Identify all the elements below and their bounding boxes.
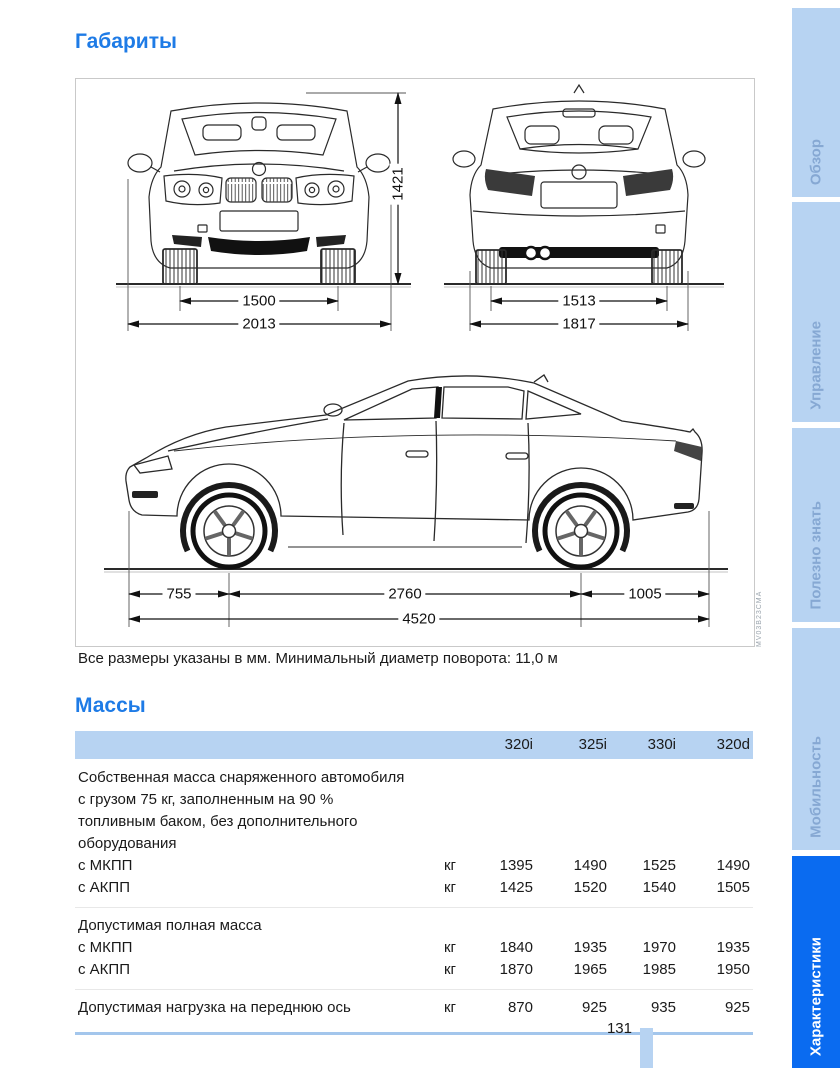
cell-value: 1935 [716, 939, 750, 956]
cell-value: 1540 [642, 879, 676, 896]
row-label: с МКПП [78, 857, 133, 874]
figure-caption: Все размеры указаны в мм. Минимальный диаметр поворота: 11,0 м [78, 650, 558, 667]
table-row [75, 937, 753, 959]
cell-value: 1870 [499, 961, 533, 978]
cell-value: 1520 [573, 879, 607, 896]
cell-value: 925 [724, 999, 750, 1016]
tab-label: Обзор [807, 138, 825, 185]
group-title: Допустимая полная масса [78, 917, 262, 934]
row-unit: кг [443, 939, 456, 956]
dimensions-figure [75, 78, 755, 647]
cell-value: 870 [507, 999, 533, 1016]
row-unit: кг [443, 999, 456, 1016]
cell-value: 1840 [499, 939, 533, 956]
sidebar-tab-controls[interactable] [792, 202, 840, 422]
table-row [75, 767, 753, 855]
cell-value: 1965 [573, 961, 607, 978]
cell-value: 1525 [642, 857, 676, 874]
tab-label: Управление [807, 321, 825, 410]
tab-label: Характеристики [807, 936, 825, 1056]
table-group-gross-weight [75, 907, 753, 989]
dim-front-overhang-label: 755 [162, 586, 195, 603]
cell-value: 935 [650, 999, 676, 1016]
column-header-330i: 330i [647, 736, 676, 753]
tab-label: Мобильность [807, 736, 825, 838]
sidebar-tab-overview[interactable] [792, 8, 840, 197]
column-header-320i: 320i [504, 736, 533, 753]
table-header-row [75, 731, 753, 759]
cell-value: 1950 [716, 961, 750, 978]
row-label: с АКПП [78, 961, 130, 978]
row-label: с АКПП [78, 879, 130, 896]
column-header-325i: 325i [578, 736, 607, 753]
cell-value: 1935 [573, 939, 607, 956]
masses-title: Массы [75, 694, 146, 717]
group-title: Собственная масса снаряженного автомобиля с грузом 75 кг, заполненным на 90 % топливным баком, без дополнительного оборудования [78, 769, 405, 852]
cell-value: 925 [581, 999, 607, 1016]
dim-rear-track-label: 1513 [558, 293, 599, 310]
row-unit: кг [443, 857, 456, 874]
cell-value: 1970 [642, 939, 676, 956]
cell-value: 1985 [642, 961, 676, 978]
row-unit: кг [443, 879, 456, 896]
cell-value: 1505 [716, 879, 750, 896]
dim-rear-width-label: 1817 [558, 316, 599, 333]
table-row [75, 855, 753, 877]
table-row [75, 959, 753, 981]
page-number-marker-bar [640, 1028, 653, 1068]
table-row [75, 997, 753, 1019]
dim-front-track-label: 1500 [238, 293, 279, 310]
table-group-front-axle-load [75, 989, 753, 1027]
dim-rear-overhang-label: 1005 [624, 586, 665, 603]
tab-label: Полезно знать [807, 501, 825, 610]
car-drawings [76, 79, 754, 646]
cell-value: 1395 [499, 857, 533, 874]
dim-length-label: 4520 [398, 611, 439, 628]
figure-code: MV03B23CMA [756, 590, 763, 647]
sidebar-tab-useful-to-know[interactable] [792, 428, 840, 622]
page-number: 131 [606, 1020, 632, 1037]
cell-value: 1425 [499, 879, 533, 896]
row-label: Допустимая нагрузка на переднюю ось [78, 999, 351, 1016]
table-group-curb-weight [75, 765, 753, 907]
cell-value: 1490 [573, 857, 607, 874]
dim-height-label: 1421 [390, 163, 407, 204]
dim-wheelbase-label: 2760 [384, 586, 425, 603]
table-row [75, 877, 753, 899]
row-unit: кг [443, 961, 456, 978]
masses-table [75, 731, 753, 1035]
row-label: с МКПП [78, 939, 133, 956]
page-title: Габариты [75, 30, 177, 53]
sidebar-tab-specifications[interactable] [792, 856, 840, 1068]
column-header-320d: 320d [716, 736, 750, 753]
dim-front-width-label: 2013 [238, 316, 279, 333]
table-row [75, 915, 753, 937]
cell-value: 1490 [716, 857, 750, 874]
sidebar-tab-mobility[interactable] [792, 628, 840, 850]
